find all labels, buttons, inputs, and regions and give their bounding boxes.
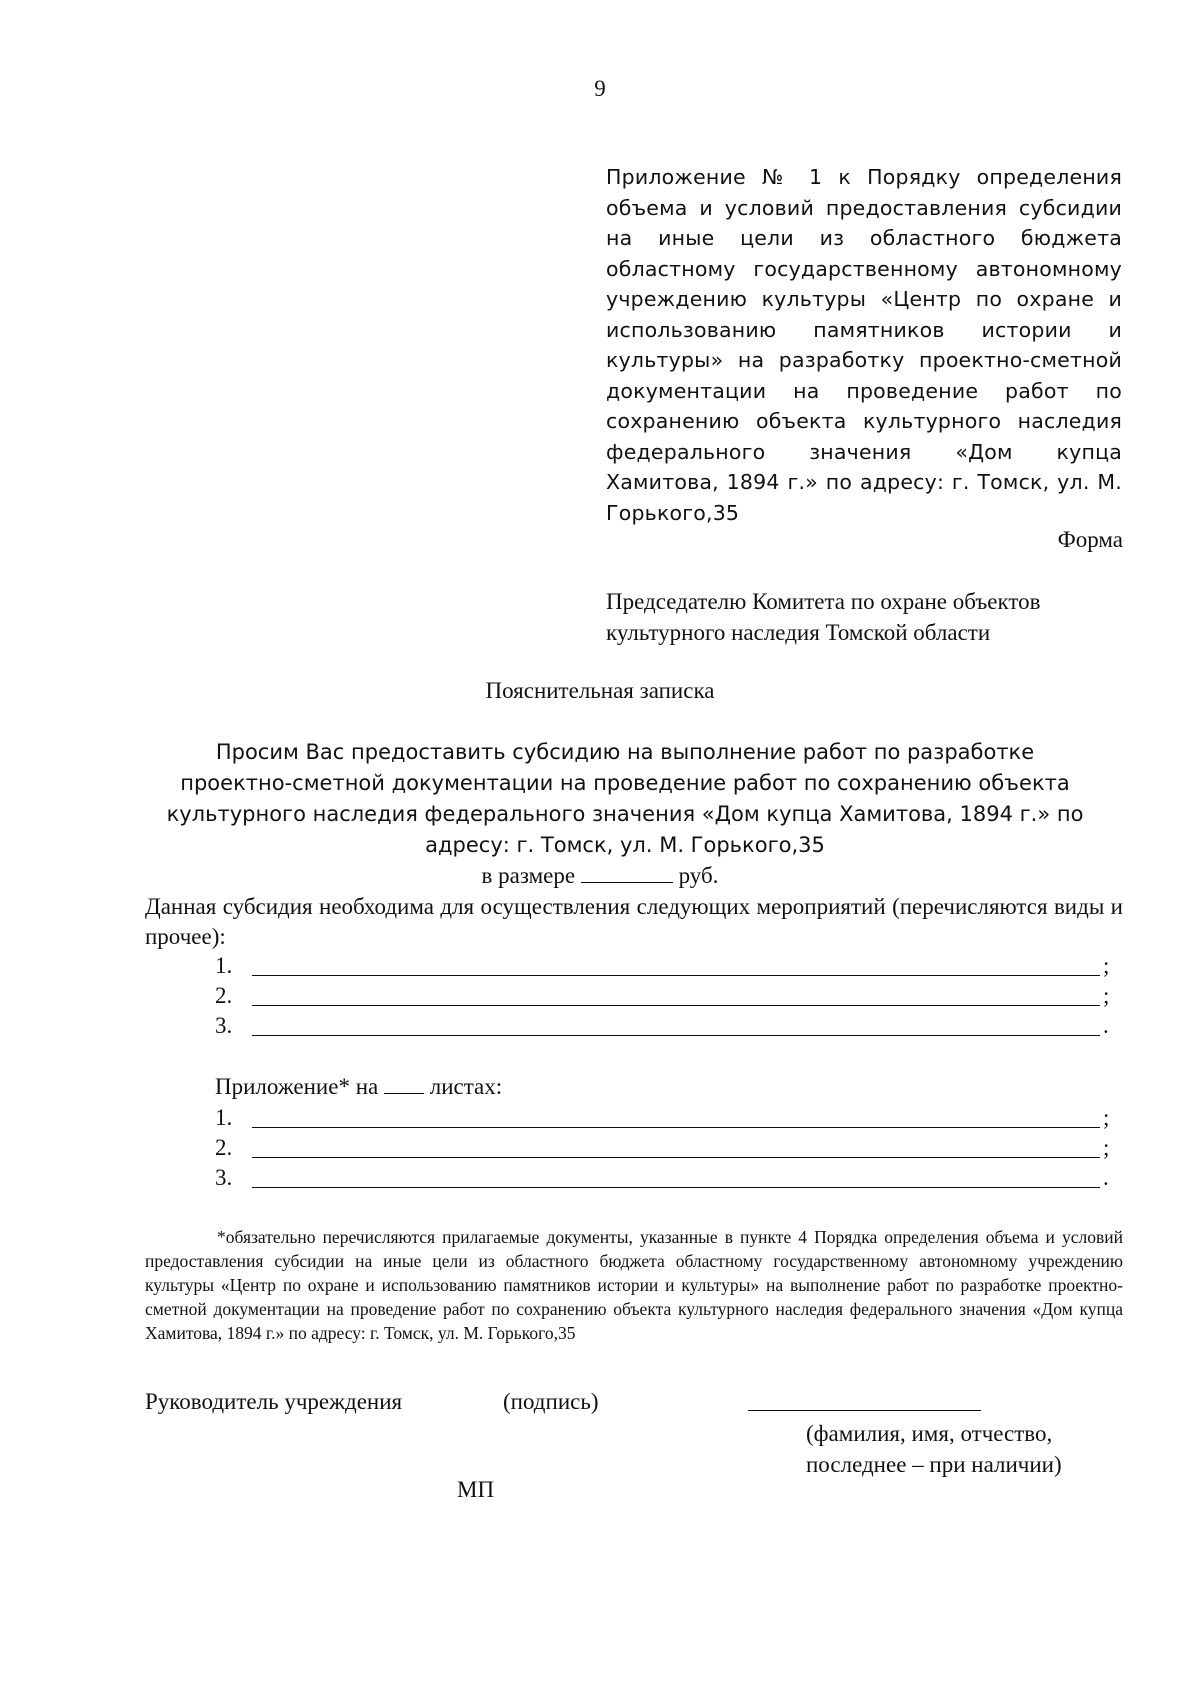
name-caption-line-2: последнее – при наличии): [806, 1452, 1062, 1477]
list-item-end: ;: [1103, 1135, 1110, 1160]
list-item-blank[interactable]: [252, 975, 1100, 976]
attachment-label: [215, 1073, 502, 1100]
request-line-4: адресу: г. Томск, ул. М. Горького,35: [425, 833, 825, 857]
list-item-number: 1.: [215, 953, 233, 978]
list-item-end: .: [1103, 1165, 1109, 1190]
amount-prefix: в размере: [481, 863, 576, 888]
list-item-number: 3.: [215, 1165, 233, 1190]
request-line-1: Просим Вас предоставить субсидию на выполнение работ по разработке: [215, 740, 1035, 764]
signature-label: (подпись): [503, 1389, 599, 1414]
list-item: [215, 1163, 1125, 1193]
footnote: *обязательно перечисляются прилагаемые документы, указанные в пункте 4 Порядка определения объема и условий предоставления субсидии на иные цели из областного бюджета областному государственному автономному учреждению культуры «Центр по охране и использованию памятников истории и культуры» на выполнение работ по разработке проектно-сметной документации на проведение работ по сохранению объекта культурного наследия федерального значения «Дом купца Хамитова, 1894 г.» по адресу: г. Томск, ул. М. Горького,35: [145, 1227, 1123, 1343]
stamp-label: МП: [457, 1477, 495, 1502]
list-item-number: 1.: [215, 1105, 233, 1130]
signature-head-label: Руководитель учреждения: [145, 1389, 403, 1414]
activities-list: [215, 951, 1125, 1041]
list-item-blank[interactable]: [252, 1157, 1100, 1158]
purpose-text: Данная субсидия необходима для осуществления следующих мероприятий (перечисляются виды и прочее):: [145, 894, 1123, 949]
list-item-end: ;: [1103, 983, 1110, 1008]
amount-suffix: руб.: [678, 863, 719, 888]
addressee: [606, 586, 1126, 648]
addressee-line-2: культурного наследия Томской области: [606, 620, 991, 645]
list-item-blank[interactable]: [252, 1127, 1100, 1128]
attachment-prefix: Приложение* на: [215, 1074, 379, 1099]
request-line-2: проектно-сметной документации на проведение работ по сохранению объекта: [180, 771, 1070, 795]
list-item-blank[interactable]: [252, 1035, 1100, 1036]
list-item-end: .: [1103, 1013, 1109, 1038]
list-item-blank[interactable]: [252, 1187, 1100, 1188]
list-item: [215, 951, 1125, 981]
list-item-blank[interactable]: [252, 1005, 1100, 1006]
list-item: [215, 1103, 1125, 1133]
list-item-number: 2.: [215, 1135, 233, 1160]
amount-line: [0, 862, 1200, 889]
page-number: 9: [594, 76, 606, 101]
list-item-number: 3.: [215, 1013, 233, 1038]
name-caption-line-1: (фамилия, имя, отчество,: [806, 1421, 1053, 1446]
request-paragraph: [145, 737, 1105, 861]
attachment-pages-blank[interactable]: [384, 1073, 424, 1094]
name-caption: [806, 1418, 1062, 1480]
name-blank[interactable]: [748, 1410, 981, 1411]
form-label: Форма: [1057, 527, 1123, 552]
addressee-line-1: Председателю Комитета по охране объектов: [606, 589, 1041, 614]
list-item: [215, 1011, 1125, 1041]
amount-blank[interactable]: [581, 862, 673, 883]
list-item-end: ;: [1103, 953, 1110, 978]
attachment-suffix: листах:: [429, 1074, 503, 1099]
list-item: [215, 1133, 1125, 1163]
request-line-3: культурного наследия федерального значения «Дом купца Хамитова, 1894 г.» по: [166, 802, 1084, 826]
list-item: [215, 981, 1125, 1011]
note-title: Пояснительная записка: [485, 678, 715, 703]
list-item-number: 2.: [215, 983, 233, 1008]
list-item-end: ;: [1103, 1105, 1110, 1130]
attachments-list: [215, 1103, 1125, 1193]
appendix-note: Приложение № 1 к Порядку определения объема и условий предоставления субсидии на иные цели из областного бюджета областному государственному автономному учреждению культуры «Центр по охране и использованию памятников истории и культуры» на разработку проектно-сметной документации на проведение работ по сохранению объекта культурного наследия федерального значения «Дом купца Хамитова, 1894 г.» по адресу: г. Томск, ул. М. Горького,35: [606, 165, 1122, 525]
